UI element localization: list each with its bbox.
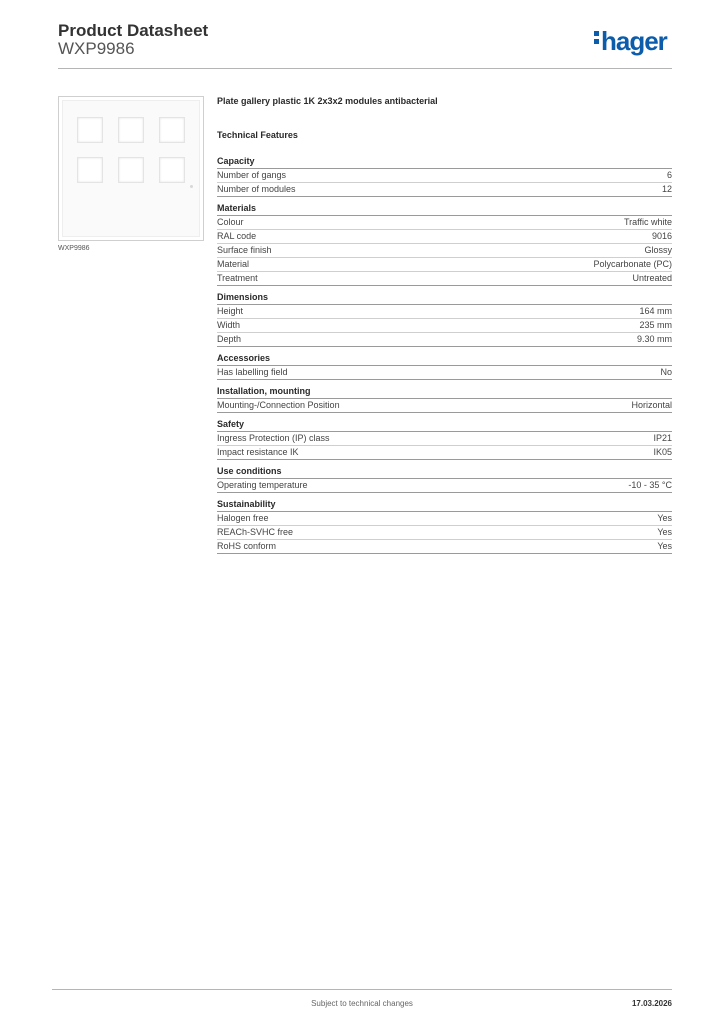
spec-value: 9016 <box>651 231 672 241</box>
spec-section <box>217 419 672 460</box>
section-heading: Dimensions <box>217 292 672 305</box>
spec-label: Halogen free <box>217 513 269 523</box>
hager-logo <box>594 26 667 57</box>
spec-value: Glossy <box>644 245 672 255</box>
spec-value: IK05 <box>653 447 672 457</box>
spec-value: 9.30 mm <box>636 334 672 344</box>
spec-value: -10 - 35 °C <box>628 480 672 490</box>
spec-label: Ingress Protection (IP) class <box>217 433 330 443</box>
spec-value: Untreated <box>632 273 672 283</box>
spec-label: Has labelling field <box>217 367 288 377</box>
spec-label: Depth <box>217 334 242 344</box>
spec-section <box>217 499 672 554</box>
section-heading: Use conditions <box>217 466 672 479</box>
spec-row <box>217 366 672 380</box>
spec-value: Yes <box>657 527 672 537</box>
spec-label: Colour <box>217 217 244 227</box>
spec-row <box>217 244 672 258</box>
spec-row <box>217 169 672 183</box>
spec-label: Operating temperature <box>217 480 308 490</box>
module-opening <box>159 157 185 183</box>
spec-value: Yes <box>657 541 672 551</box>
section-heading: Accessories <box>217 353 672 366</box>
spec-section <box>217 353 672 380</box>
module-opening <box>77 117 103 143</box>
section-heading: Capacity <box>217 156 672 169</box>
section-heading: Safety <box>217 419 672 432</box>
logo-dots-icon <box>594 31 599 47</box>
section-heading: Materials <box>217 203 672 216</box>
spec-section <box>217 386 672 413</box>
spec-label: Number of gangs <box>217 170 287 180</box>
spec-row <box>217 399 672 413</box>
spec-value: No <box>660 367 672 377</box>
spec-value: IP21 <box>653 433 672 443</box>
spec-value: 6 <box>666 170 672 180</box>
spec-value: Horizontal <box>631 400 672 410</box>
spec-label: Material <box>217 259 250 269</box>
spec-row <box>217 526 672 540</box>
spec-value: 235 mm <box>639 320 672 330</box>
spec-label: REACh-SVHC free <box>217 527 294 537</box>
spec-content <box>217 96 672 554</box>
spec-row <box>217 183 672 197</box>
page-title: Product Datasheet <box>58 21 209 40</box>
spec-row <box>217 540 672 554</box>
spec-value: Traffic white <box>623 217 672 227</box>
wall-plate-picture <box>62 100 200 237</box>
module-opening <box>159 117 185 143</box>
spec-row <box>217 319 672 333</box>
module-opening <box>118 157 144 183</box>
footer-date: 17.03.2026 <box>631 999 672 1008</box>
spec-row <box>217 230 672 244</box>
section-heading: Sustainability <box>217 499 672 512</box>
product-reference: WXP9986 <box>58 39 135 58</box>
footer-divider <box>52 989 672 990</box>
spec-sections <box>217 156 672 554</box>
spec-label: Number of modules <box>217 184 296 194</box>
spec-row <box>217 512 672 526</box>
spec-row <box>217 333 672 347</box>
spec-label: RoHS conform <box>217 541 277 551</box>
spec-row <box>217 432 672 446</box>
spec-value: 12 <box>661 184 672 194</box>
module-opening <box>118 117 144 143</box>
section-heading: Installation, mounting <box>217 386 672 399</box>
logo-text: hager <box>601 26 667 56</box>
spec-section <box>217 292 672 347</box>
spec-label: Mounting-/Connection Position <box>217 400 340 410</box>
spec-row <box>217 446 672 460</box>
spec-section <box>217 156 672 197</box>
spec-row <box>217 258 672 272</box>
product-image <box>58 96 204 241</box>
spec-row <box>217 272 672 286</box>
header-divider <box>58 68 672 69</box>
spec-label: Surface finish <box>217 245 272 255</box>
product-name: Plate gallery plastic 1K 2x3x2 modules antibacterial <box>217 96 438 106</box>
spec-label: Height <box>217 306 244 316</box>
module-opening <box>77 157 103 183</box>
spec-label: Width <box>217 320 241 330</box>
spec-value: Polycarbonate (PC) <box>593 259 672 269</box>
spec-section <box>217 466 672 493</box>
technical-features-heading: Technical Features <box>217 130 298 140</box>
spec-label: Treatment <box>217 273 258 283</box>
footer-note: Subject to technical changes <box>311 999 413 1008</box>
spec-section <box>217 203 672 286</box>
spec-row <box>217 305 672 319</box>
spec-label: RAL code <box>217 231 257 241</box>
spec-label: Impact resistance IK <box>217 447 299 457</box>
spec-row <box>217 216 672 230</box>
spec-value: 164 mm <box>639 306 672 316</box>
spec-row <box>217 479 672 493</box>
plate-mark <box>190 185 193 188</box>
image-caption: WXP9986 <box>58 245 90 252</box>
spec-value: Yes <box>657 513 672 523</box>
